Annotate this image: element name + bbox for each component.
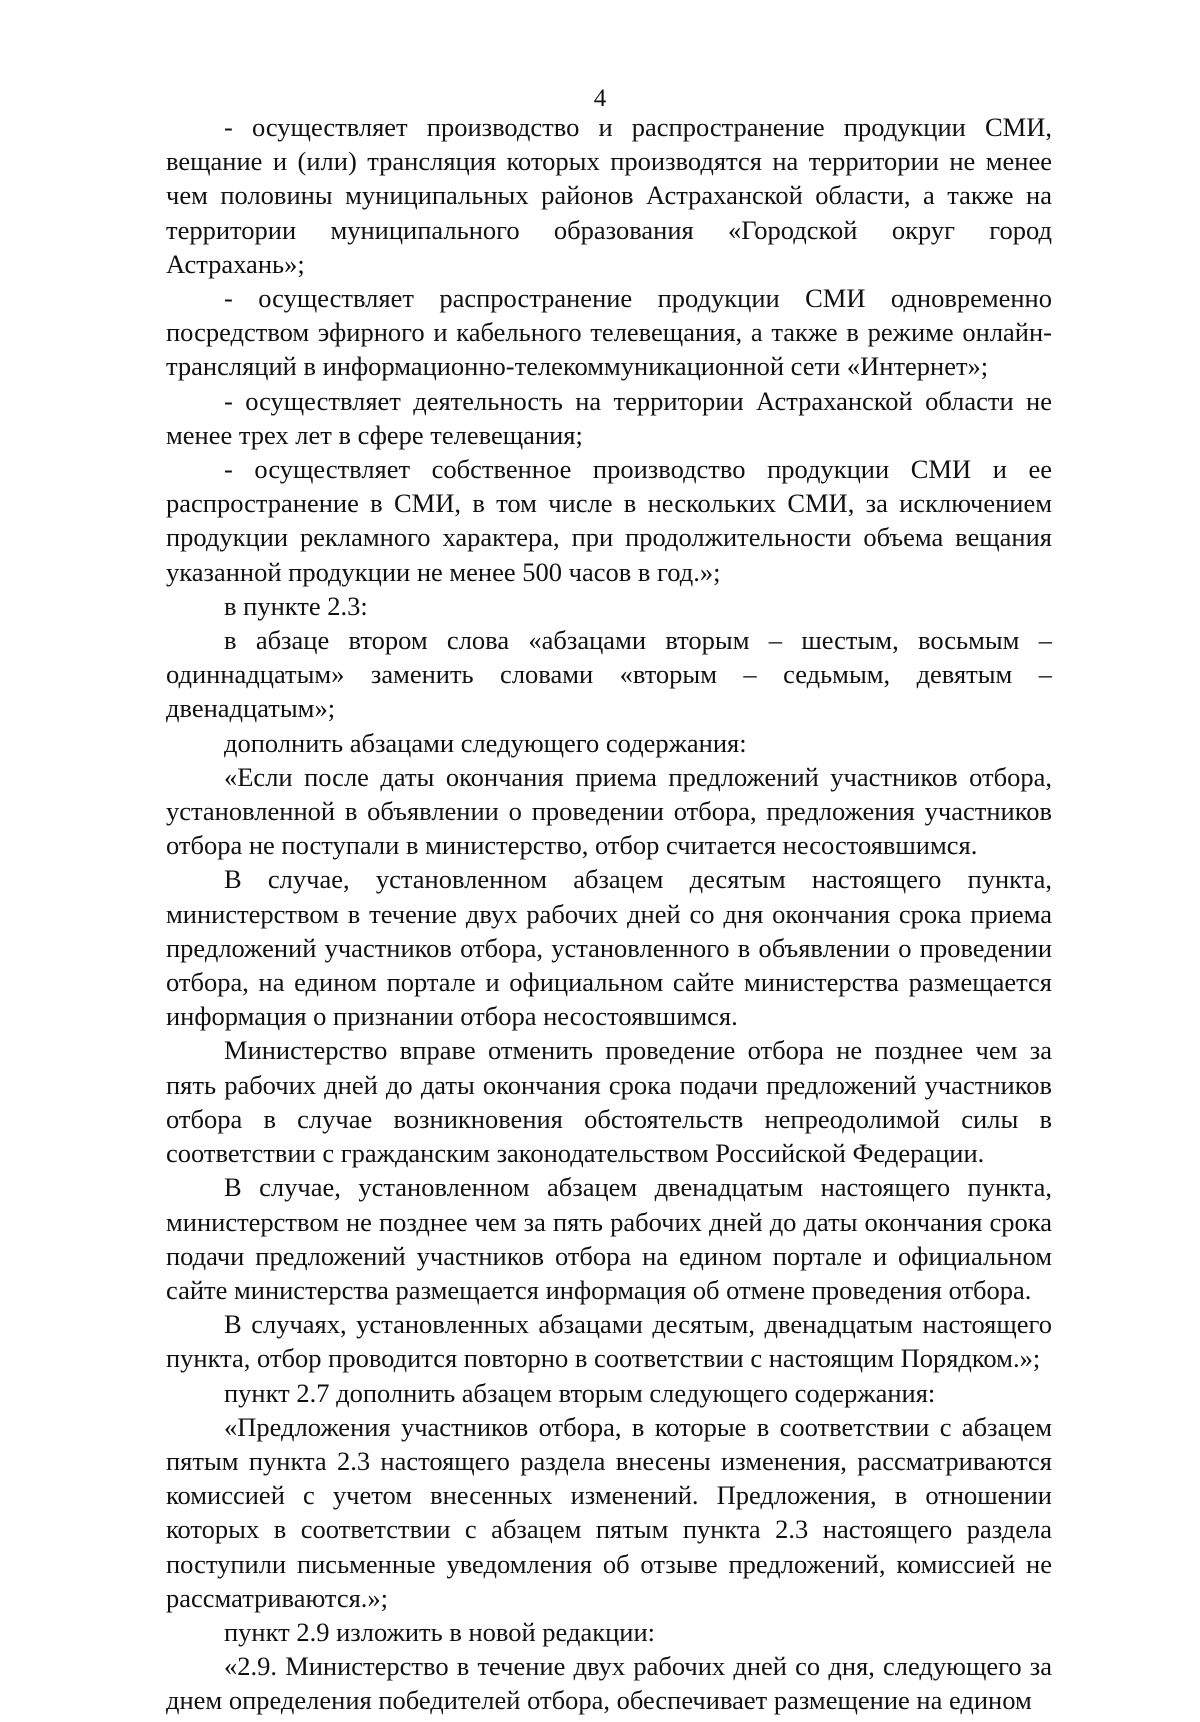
paragraph-15: пункт 2.9 изложить в новой редакции: xyxy=(224,1616,655,1647)
paragraph-13: пункт 2.7 дополнить абзацем вторым следующего содержания: xyxy=(224,1377,936,1408)
paragraph-1: - осуществляет производство и распространение продукции СМИ, вещание и (или) трансляция которых производятся на территории не менее чем половины муниципальных районов Астраханской области, а также на территории муниципального образования «Городской округ город Астрахань»; xyxy=(166,112,1052,279)
paragraph-11: В случае, установленном абзацем двенадцатым настоящего пункта, министерством не позднее чем за пять рабочих дней до даты окончания срока подачи предложений участников отбора на едином портале и официальном сайте министерства размещается информация об отмене проведения отбора. xyxy=(166,1172,1052,1305)
paragraph-10: Министерство вправе отменить проведение отбора не позднее чем за пять рабочих дней до даты окончания срока подачи предложений участников отбора в случае возникновения обстоятельств непреодолимой силы в соответствии с гражданским законодательством Российской Федерации. xyxy=(166,1035,1052,1169)
paragraph-9: В случае, установленном абзацем десятым настоящего пункта, министерством в течение двух рабочих дней со дня окончания срока приема предложений участников отбора, установленного в объявлении о проведении отбора, на едином портале и официальном сайте министерства размещается информация о признании отбора несостоявшимся. xyxy=(166,864,1052,1032)
paragraph-3: - осуществляет деятельность на территории Астраханской области не менее трех лет в сфере телевещания; xyxy=(166,385,1052,450)
paragraph-12: В случаях, установленных абзацами десятым, двенадцатым настоящего пункта, отбор проводится повторно в соответствии с настоящим Порядком.»; xyxy=(166,1309,1052,1374)
paragraph-7: дополнить абзацами следующего содержания: xyxy=(224,727,747,758)
paragraph-6: в абзаце втором слова «абзацами вторым – шестым, восьмым – одиннадцатым» заменить словами «вторым – седьмым, девятым – двенадцатым»; xyxy=(166,625,1052,724)
paragraph-8: «Если после даты окончания приема предложений участников отбора, установленной в объявлении о проведении отбора, предложения участников отбора не поступали в министерство, отбор считается несостоявшимся. xyxy=(166,761,1052,861)
paragraph-5: в пункте 2.3: xyxy=(224,590,368,621)
page-number: 4 xyxy=(593,85,607,112)
paragraph-14: «Предложения участников отбора, в которые в соответствии с абзацем пятым пункта 2.3 настоящего раздела внесены изменения, рассматриваются комиссией с учетом внесенных изменений. Предложения, в отношении которых в соответствии с абзацем пятым пункта 2.3 настоящего раздела поступили письменные уведомления об отзыве предложений, комиссией не рассматриваются.»; xyxy=(166,1411,1052,1613)
paragraph-2: - осуществляет распространение продукции СМИ одновременно посредством эфирного и кабельного телевещания, а также в режиме онлайн-трансляций в информационно-телекоммуникационной сети «Интернет»; xyxy=(166,283,1052,382)
paragraph-4: - осуществляет собственное производство продукции СМИ и ее распространение в СМИ, в том числе в нескольких СМИ, за исключением продукции рекламного характера, при продолжительности объема вещания указанной продукции не менее 500 часов в год.»; xyxy=(166,454,1052,587)
paragraph-16: «2.9. Министерство в течение двух рабочих дней со дня, следующего за днем определения победителей отбора, обеспечивает размещение на едином xyxy=(166,1651,1052,1716)
document-body xyxy=(166,110,1052,1718)
